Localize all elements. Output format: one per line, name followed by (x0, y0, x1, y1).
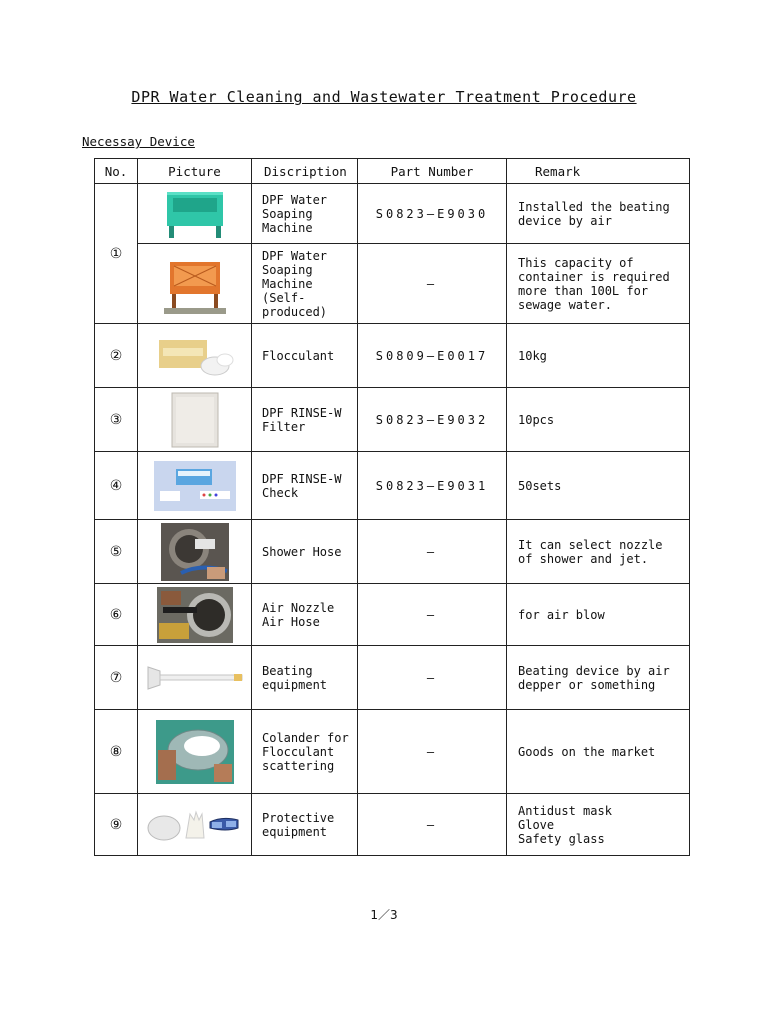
filter-sheet-photo (138, 388, 252, 452)
header-picture: Picture (138, 159, 252, 184)
row-part-number: — (358, 584, 507, 646)
table-header-row (95, 159, 690, 184)
air-nozzle-photo (138, 584, 252, 646)
row-description: Colander for Flocculant scattering (252, 710, 358, 794)
row-remark: Beating device by air depper or something (507, 646, 690, 710)
colander-photo (138, 710, 252, 794)
row-remark: Installed the beating device by air (507, 184, 690, 244)
row-remark: 10kg (507, 324, 690, 388)
flocculant-box-photo (138, 324, 252, 388)
row-part-number: S0823—E9032 (358, 388, 507, 452)
row-description: Flocculant (252, 324, 358, 388)
protective-gear-photo (138, 794, 252, 856)
table-row (95, 794, 690, 856)
row-number: ⑦ (95, 646, 138, 710)
row-part-number: S0823—E9030 (358, 184, 507, 244)
check-kit-photo (138, 452, 252, 520)
document-title: DPR Water Cleaning and Wastewater Treatment Procedure (131, 88, 637, 106)
shower-hose-photo (138, 520, 252, 584)
orange-machine-photo (138, 244, 252, 324)
header-description: Discription (252, 159, 358, 184)
row-description: Shower Hose (252, 520, 358, 584)
row-remark: Antidust mask Glove Safety glass (507, 794, 690, 856)
row-description: Beating equipment (252, 646, 358, 710)
page-number: 1／3 (370, 908, 398, 922)
section-heading: Necessay Device (82, 134, 195, 149)
row-part-number: — (358, 244, 507, 324)
header-part-number: Part Number (358, 159, 507, 184)
row-description: DPF Water Soaping Machine (252, 184, 358, 244)
row-remark: 50sets (507, 452, 690, 520)
row-description: Air Nozzle Air Hose (252, 584, 358, 646)
row-part-number: — (358, 794, 507, 856)
row-number: ③ (95, 388, 138, 452)
row-number: ④ (95, 452, 138, 520)
beating-tool-photo (138, 646, 252, 710)
header-remark: Remark (507, 159, 690, 184)
row-number: ⑨ (95, 794, 138, 856)
table-row (95, 184, 690, 244)
table-row (95, 520, 690, 584)
row-number: ⑥ (95, 584, 138, 646)
row-number: ⑤ (95, 520, 138, 584)
row-part-number: — (358, 710, 507, 794)
table-row (95, 584, 690, 646)
device-table (94, 158, 690, 856)
row-remark: Goods on the market (507, 710, 690, 794)
row-remark: 10pcs (507, 388, 690, 452)
green-machine-photo (138, 184, 252, 244)
row-part-number: — (358, 520, 507, 584)
table-row (95, 710, 690, 794)
row-description: DPF Water Soaping Machine (Self- produced) (252, 244, 358, 324)
row-part-number: — (358, 646, 507, 710)
header-no: No. (95, 159, 138, 184)
row-description: DPF RINSE-W Check (252, 452, 358, 520)
row-remark: This capacity of container is required more than 100L for sewage water. (507, 244, 690, 324)
row-remark: for air blow (507, 584, 690, 646)
table-row (95, 324, 690, 388)
row-number: ② (95, 324, 138, 388)
row-part-number: S0823—E9031 (358, 452, 507, 520)
row-description: DPF RINSE-W Filter (252, 388, 358, 452)
row-number: ① (95, 184, 138, 324)
table-row (95, 388, 690, 452)
row-description: Protective equipment (252, 794, 358, 856)
table-row (95, 452, 690, 520)
row-part-number: S0809—E0017 (358, 324, 507, 388)
table-row (95, 646, 690, 710)
table-row (95, 244, 690, 324)
row-number: ⑧ (95, 710, 138, 794)
row-remark: It can select nozzle of shower and jet. (507, 520, 690, 584)
